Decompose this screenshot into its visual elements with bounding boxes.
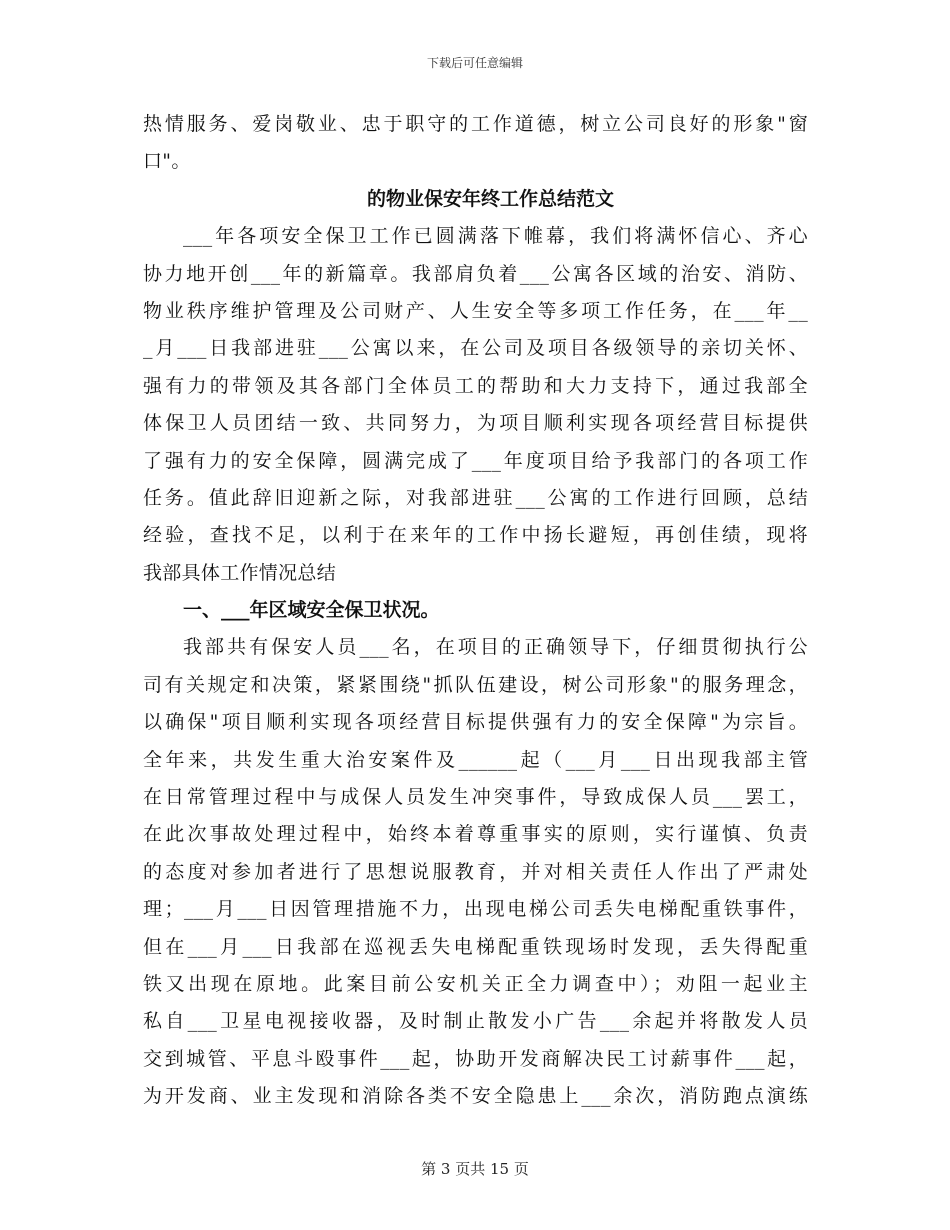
text-line: 私自___卫星电视接收器，及时制止散发小广告___余起并将散发人员 (143, 1010, 808, 1033)
text-line: 铁又出现在原地。此案目前公安机关正全力调查中）；劝阻一起业主 (143, 972, 808, 995)
document-title: 的物业保安年终工作总结范文 (366, 187, 614, 210)
text-line: 热情服务、爱岗敬业、忠于职守的工作道德，树立公司良好的形象"窗 (143, 113, 808, 135)
text-line: 我部具体工作情况总结 (143, 561, 337, 584)
text-line: 为开发商、业主发现和消除各类不安全隐患上___余次，消防跑点演练 (143, 1085, 808, 1108)
text-line: 强有力的带领及其各部门全体员工的帮助和大力支持下，通过我部全 (143, 374, 808, 397)
text-line: 体保卫人员团结一致、共同努力，为项目顺利实现各项经营目标提供 (143, 412, 808, 435)
document-body (143, 106, 808, 1116)
text-line: 口"。 (143, 150, 191, 173)
text-line: _月___日我部进驻___公寓以来，在公司及项目各级领导的亲切关怀、 (143, 337, 808, 360)
text-line: 在日常管理过程中与成保人员发生冲突事件，导致成保人员___罢工， (143, 786, 808, 809)
text-line: ___年各项安全保卫工作已圆满落下帷幕，我们将满怀信心、齐心 (183, 225, 808, 248)
text-line: 任务。值此辞旧迎新之际，对我部进驻___公寓的工作进行回顾，总结 (143, 486, 808, 509)
text-line: 以确保"项目顺利实现各项经营目标提供强有力的安全保障"为宗旨。 (143, 711, 808, 734)
text-line: 全年来，共发生重大治安案件及______起（___月___日出现我部主管 (143, 748, 808, 771)
text-line: 在此次事故处理过程中，始终本着尊重事实的原则，实行谨慎、负责 (143, 823, 808, 846)
text-line: 的态度对参加者进行了思想说服教育，并对相关责任人作出了严肃处 (143, 860, 808, 883)
text-line: 但在___月___日我部在巡视丢失电梯配重铁现场时发现，丢失得配重 (143, 935, 808, 958)
text-line: 了强有力的安全保障，圆满完成了___年度项目给予我部门的各项工作 (143, 449, 808, 472)
text-line: 交到城管、平息斗殴事件___起，协助开发商解决民工讨薪事件___起， (143, 1047, 808, 1070)
text-line: 理；___月___日因管理措施不力，出现电梯公司丢失电梯配重铁事件， (143, 898, 808, 921)
text-line: 司有关规定和决策，紧紧围绕"抓队伍建设，树公司形象"的服务理念， (143, 673, 808, 696)
section-heading: 一、___年区域安全保卫状况。 (183, 599, 440, 622)
text-line: 我部共有保安人员___名，在项目的正确领导下，仔细贯彻执行公 (183, 636, 808, 659)
text-line: 经验，查找不足，以利于在来年的工作中扬长避短，再创佳绩，现将 (143, 524, 808, 547)
page-header: 下载后可任意编辑 (426, 56, 523, 70)
page-footer: 第 3 页共 15 页 (421, 1160, 529, 1178)
text-line: 物业秩序维护管理及公司财产、人生安全等多项工作任务，在___年__ (143, 299, 808, 322)
text-line: 协力地开创___年的新篇章。我部肩负着___公寓各区域的治安、消防、 (143, 262, 808, 285)
